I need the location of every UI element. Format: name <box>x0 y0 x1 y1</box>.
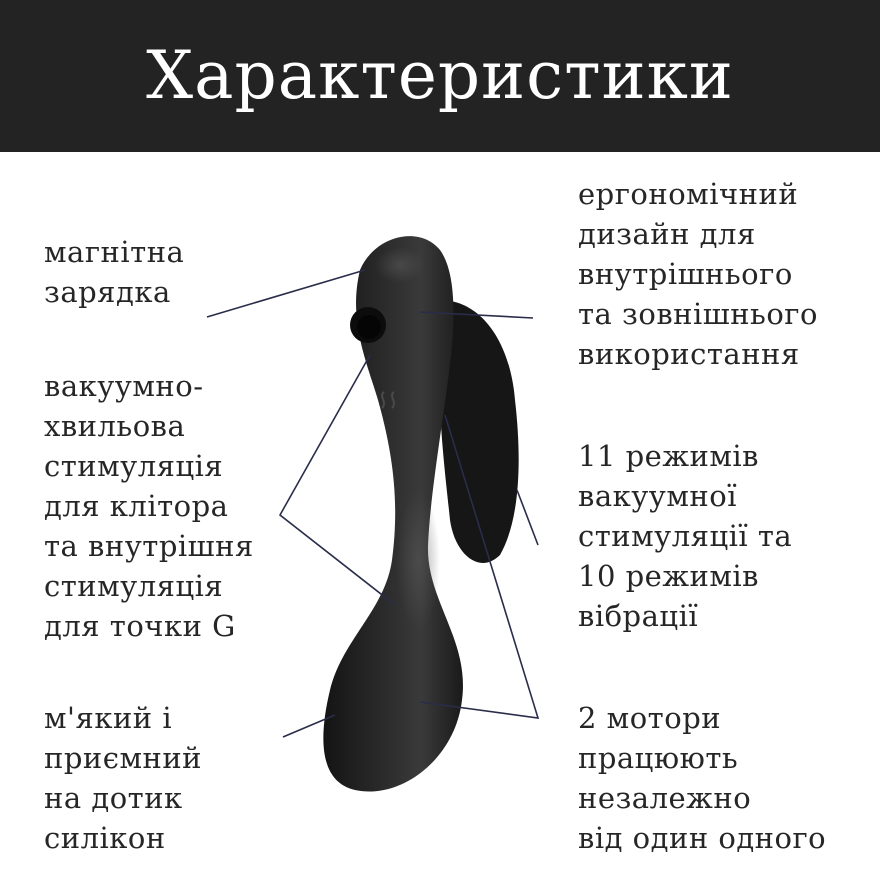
feature-line: дизайн для <box>578 217 756 251</box>
feature-vacuum-stimulation <box>44 366 254 646</box>
feature-line: внутрішнього <box>578 257 793 291</box>
feature-line: працюють <box>578 741 739 775</box>
product-highlight-tip <box>375 247 425 283</box>
feature-line: магнітна <box>44 235 185 269</box>
feature-line: зарядка <box>44 275 171 309</box>
feature-line: на дотик <box>44 781 183 815</box>
feature-line: ергономічний <box>578 177 799 211</box>
feature-line: силікон <box>44 821 166 855</box>
feature-line: 2 мотори <box>578 701 722 735</box>
feature-line: 11 режимів <box>578 439 760 473</box>
feature-line: стимуляція <box>44 449 224 483</box>
feature-soft-silicone <box>44 698 202 858</box>
feature-line: для клітора <box>44 489 229 523</box>
feature-line: для точки G <box>44 609 236 643</box>
feature-two-motors <box>578 698 826 858</box>
feature-ergonomic-design <box>578 174 818 374</box>
feature-modes <box>578 436 792 636</box>
feature-line: та зовнішнього <box>578 297 818 331</box>
feature-line: вакуумно- <box>44 369 204 403</box>
product-highlight <box>396 490 440 630</box>
feature-line: вібрації <box>578 599 699 633</box>
pointer-charging <box>207 270 365 317</box>
feature-line: стимуляції та <box>578 519 793 553</box>
feature-line: вакуумної <box>578 479 737 513</box>
feature-line: приємний <box>44 741 203 775</box>
suction-opening-inner <box>357 315 381 339</box>
feature-line: від один одного <box>578 821 827 855</box>
feature-line: незалежно <box>578 781 752 815</box>
feature-line: 10 режимів <box>578 559 760 593</box>
feature-magnetic-charging <box>44 232 184 312</box>
feature-line: м'який і <box>44 701 173 735</box>
page-title: Характеристики <box>146 37 734 114</box>
feature-line: та внутрішня <box>44 529 254 563</box>
pointer-modes <box>517 490 538 545</box>
product-body <box>323 236 463 791</box>
feature-line: використання <box>578 337 800 371</box>
feature-line: хвильова <box>44 409 186 443</box>
feature-line: стимуляція <box>44 569 224 603</box>
